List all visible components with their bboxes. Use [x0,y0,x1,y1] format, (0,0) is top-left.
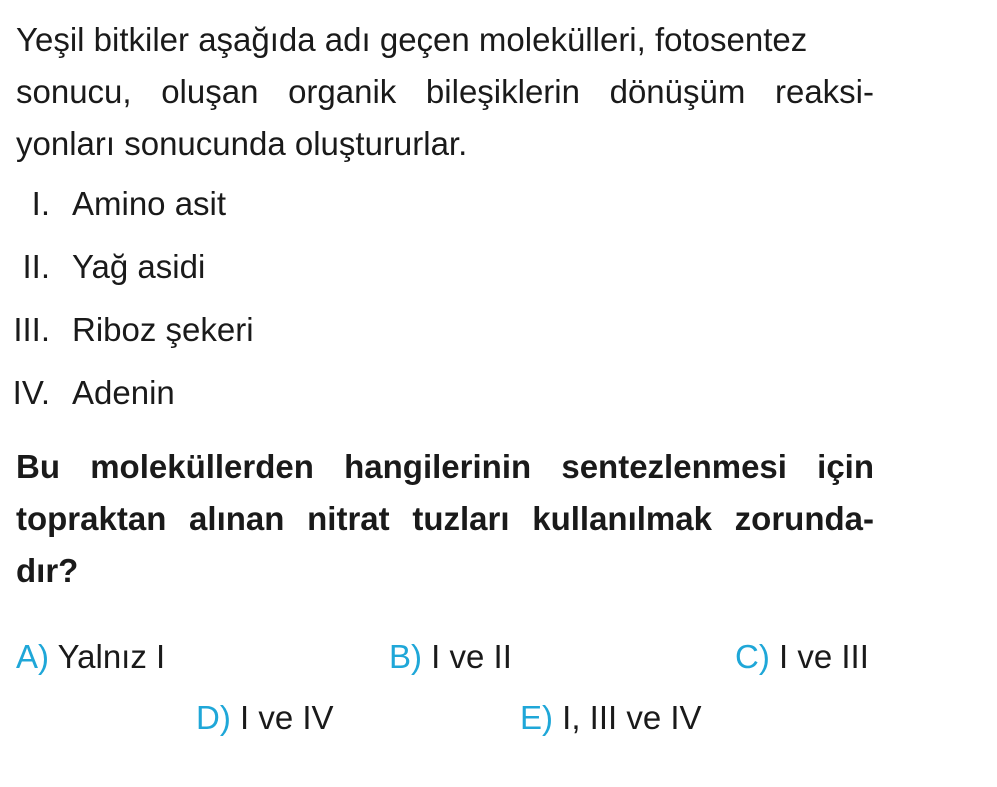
option-letter: A) [16,638,49,675]
option-text: I, III ve IV [562,699,702,736]
question-line-1: Bu moleküllerden hangilerinin sentezlenmesi için [16,448,874,485]
option-text: I ve III [779,638,869,675]
item-text: Adenin [72,374,175,411]
option-text: Yalnız I [57,638,166,675]
option-letter: B) [389,638,422,675]
question-prompt [16,441,874,597]
question-stem [16,14,874,170]
stem-line-3: yonları sonucunda oluştururlar. [16,125,468,162]
option-d[interactable] [196,696,334,740]
item-number: I. [31,185,50,222]
item-number: III. [13,311,50,348]
option-text: I ve IV [240,699,334,736]
option-text: I ve II [431,638,512,675]
item-number: II. [22,248,50,285]
option-c[interactable] [735,635,869,679]
item-number: IV. [12,374,50,411]
stem-line-2: sonucu, oluşan organik bileşiklerin dönüşüm reaksi- [16,73,874,110]
question-line-3: dır? [16,552,79,589]
option-letter: E) [520,699,553,736]
option-letter: C) [735,638,770,675]
option-b[interactable] [389,635,512,679]
stem-line-1: Yeşil bitkiler aşağıda adı geçen molekülleri, fotosentez [16,21,808,58]
item-text: Riboz şekeri [72,311,254,348]
option-letter: D) [196,699,231,736]
item-text: Yağ asidi [72,248,206,285]
option-a[interactable] [16,635,165,679]
option-e[interactable] [520,696,702,740]
item-text: Amino asit [72,185,227,222]
question-line-2: topraktan alınan nitrat tuzları kullanılmak zorunda- [16,500,874,537]
